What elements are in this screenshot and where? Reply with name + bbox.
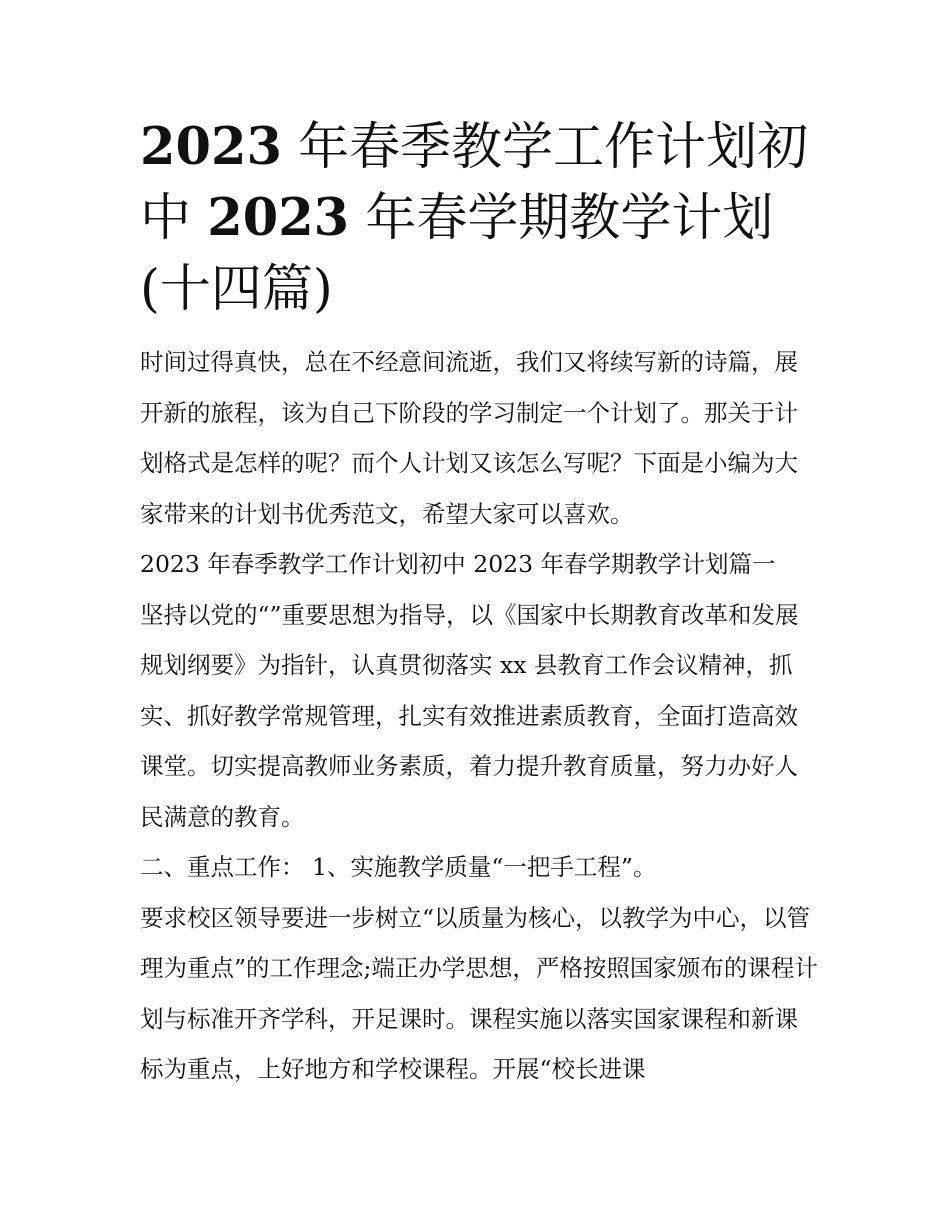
title-year-1: 2023 — [140, 117, 282, 177]
intro-paragraph: 时间过得真快，总在不经意间流逝，我们又将续写新的诗篇，展开新的旅程，该为自己下阶段的学习制定一个计划了。那关于计划格式是怎样的呢？而个人计划又该怎么写呢？下面是小编为大家带来的计划书优秀范文，希望大家可以喜欢。 — [140, 348, 798, 528]
document-title — [140, 112, 820, 325]
guiding-principle-paragraph: 坚持以党的“”重要思想为指导，以《国家中长期教育改革和发展规划纲要》为指针，认真贯彻落实 xx 县教育工作会议精神，抓实、抓好教学常规管理，扎实有效推进素质教育，全面打造高效课堂。切实提高教师业务素质，着力提升教育质量，努力办好人民满意的教育。 — [140, 600, 799, 831]
document-body — [140, 337, 820, 1095]
title-text-1: 年春季教学工作计划初中 — [140, 118, 809, 248]
requirements-paragraph: 要求校区领导要进一步树立“以质量为核心，以教学为中心，以管理为重点”的工作理念;端正办学思想，严格按照国家颁布的课程计划与标准开齐学科，开足课时。课程实施以落实国家课程和新课标为重点，上好地方和学校课程。开展“校长进课 — [140, 903, 818, 1083]
key-work-heading: 二、重点工作： 1、实施教学质量“一把手工程”。 — [140, 853, 657, 881]
title-text-2: 年春学期教学计划(十四篇) — [140, 189, 774, 319]
title-year-2: 2023 — [207, 188, 350, 248]
document-content — [140, 112, 820, 1095]
section-heading-1: 2023 年春季教学工作计划初中 2023 年春学期教学计划篇一 — [140, 550, 776, 578]
